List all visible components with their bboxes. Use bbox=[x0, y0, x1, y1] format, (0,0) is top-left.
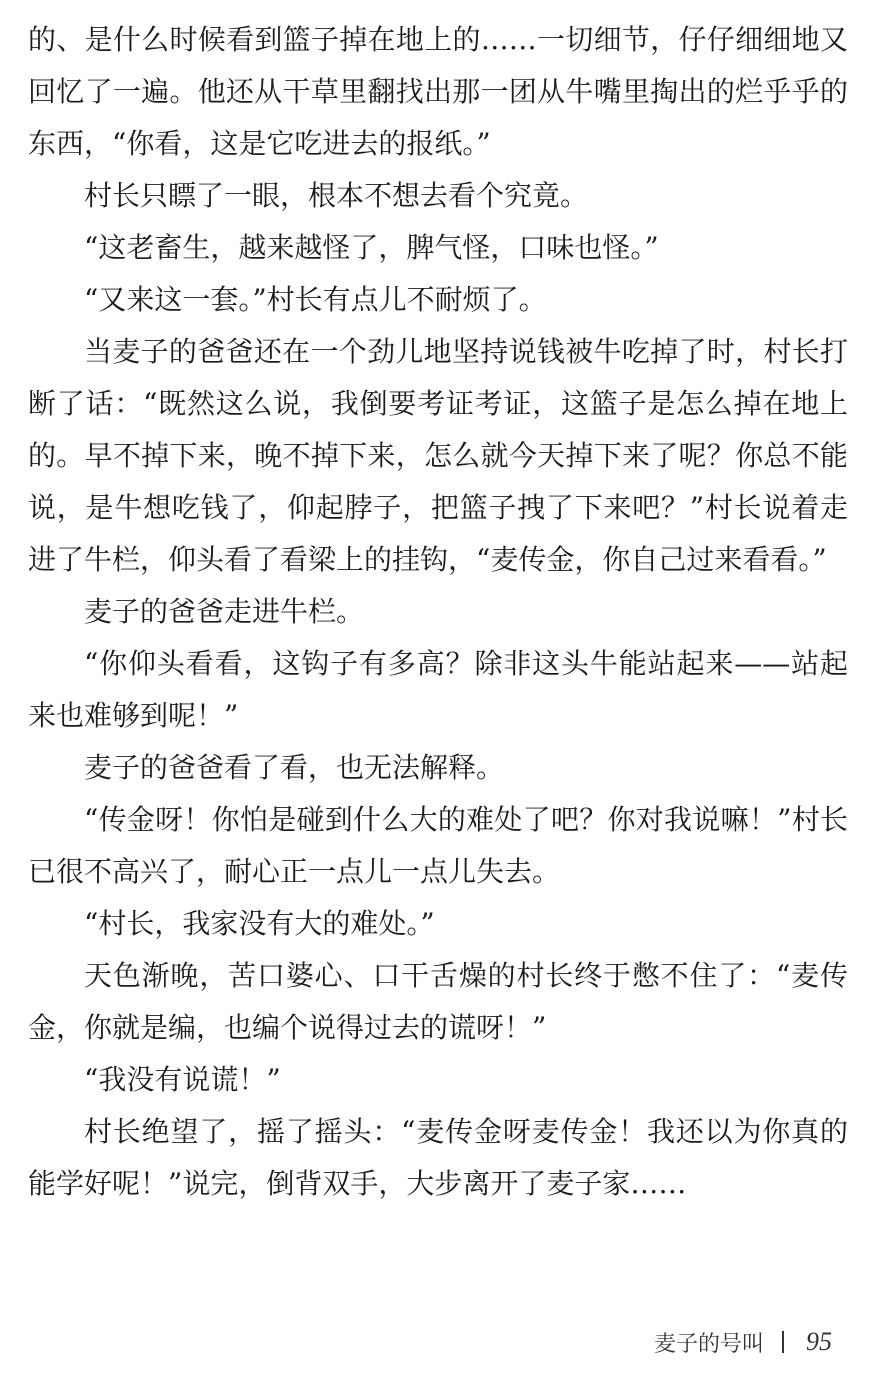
paragraph-continued: 的、是什么时候看到篮子掉在地上的……一切细节，仔仔细细地又回忆了一遍。他还从干草里翻找出那一团从牛嘴里掏出的烂乎乎的东西，“你看，这是它吃进去的报纸。” bbox=[28, 23, 848, 160]
paragraph: “村长，我家没有大的难处。” bbox=[84, 907, 435, 940]
page-footer bbox=[654, 1322, 832, 1362]
paragraph: 当麦子的爸爸还在一个劲儿地坚持说钱被牛吃掉了时，村长打断了话：“既然这么说，我倒要考证考证，这篮子是怎么掉在地上的。早不掉下来，晚不掉下来，怎么就今天掉下来了呢？你总不能说，是牛想吃钱了，仰起脖子，把篮子拽了下来吧？”村长说着走进了牛栏，仰头看了看梁上的挂钩，“麦传金，你自己过来看看。” bbox=[28, 335, 848, 576]
running-title: 麦子的号叫 bbox=[653, 1331, 764, 1357]
footer-separator bbox=[782, 1331, 784, 1353]
paragraph: 麦子的爸爸走进牛栏。 bbox=[84, 595, 365, 628]
paragraph: 村长绝望了，摇了摇头：“麦传金呀麦传金！我还以为你真的能学好呢！”说完，倒背双手，大步离开了麦子家…… bbox=[28, 1115, 848, 1200]
paragraph: “我没有说谎！” bbox=[84, 1063, 281, 1096]
paragraph: “又来这一套。”村长有点儿不耐烦了。 bbox=[84, 283, 547, 316]
page-body bbox=[28, 14, 848, 1210]
paragraph: “这老畜生，越来越怪了，脾气怪，口味也怪。” bbox=[84, 231, 659, 264]
paragraph: 村长只瞟了一眼，根本不想去看个究竟。 bbox=[84, 179, 589, 212]
paragraph: 麦子的爸爸看了看，也无法解释。 bbox=[84, 751, 505, 784]
page-number: 95 bbox=[806, 1327, 832, 1356]
paragraph: “你仰头看看，这钩子有多高？除非这头牛能站起来——站起来也难够到呢！” bbox=[28, 647, 848, 732]
paragraph: 天色渐晚，苦口婆心、口干舌燥的村长终于憋不住了：“麦传金，你就是编，也编个说得过去的谎呀！” bbox=[28, 959, 848, 1044]
paragraph: “传金呀！你怕是碰到什么大的难处了吧？你对我说嘛！”村长已很不高兴了，耐心正一点儿一点儿失去。 bbox=[28, 803, 848, 888]
